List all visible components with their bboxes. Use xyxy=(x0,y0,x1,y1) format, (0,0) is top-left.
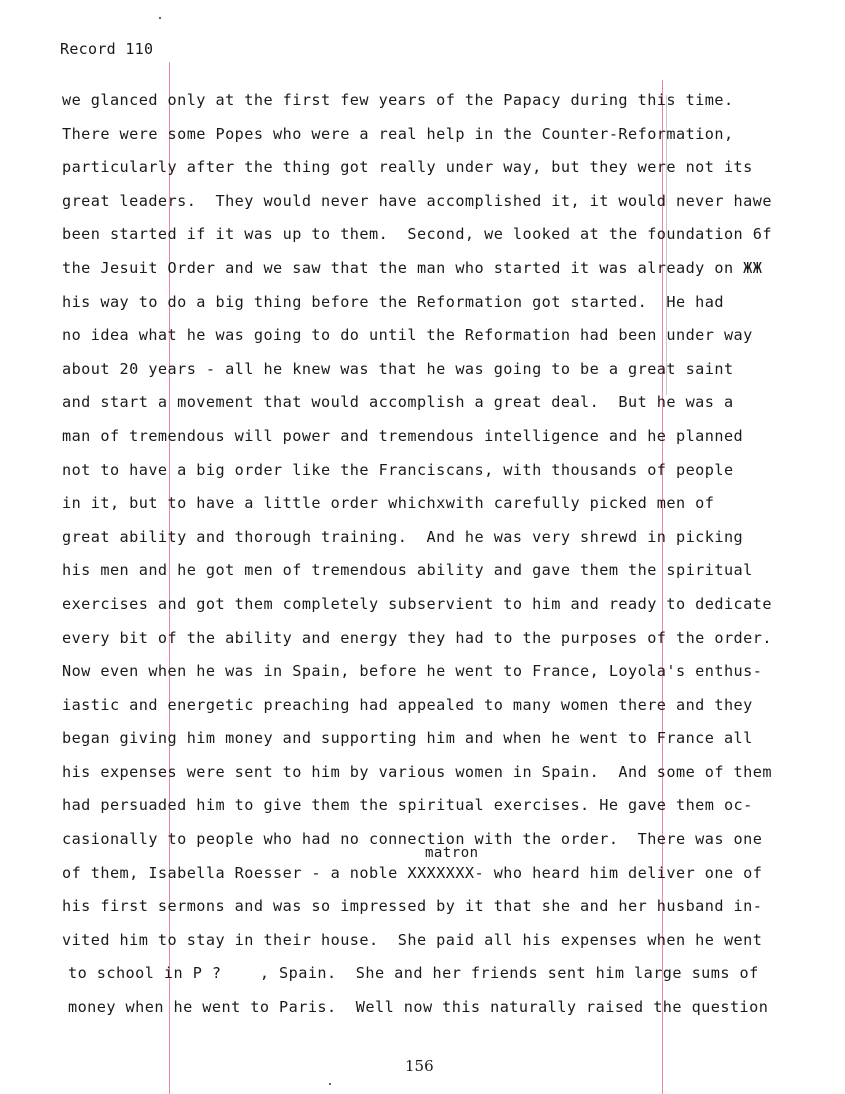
text-line: began giving him money and supporting him and when he went to France all xyxy=(62,729,753,748)
interlinear-correction: matron xyxy=(425,845,479,861)
text-line: his way to do a big thing before the Reformation got started. He had xyxy=(62,292,724,311)
text-line: had persuaded him to give them the spiritual exercises. He gave them oc- xyxy=(62,796,753,815)
typed-text-body xyxy=(62,88,822,1029)
text-line: his first sermons and was so impressed by it that she and her husband in- xyxy=(62,897,763,916)
text-line: his expenses were sent to him by various women in Spain. And some of them xyxy=(62,762,772,781)
text-line: man of tremendous will power and tremendous intelligence and he planned xyxy=(62,426,744,445)
text-line: and start a movement that would accomplish a great deal. But he was a xyxy=(62,393,734,412)
text-line: great leaders. They would never have accomplished it, it would never hawe xyxy=(62,191,772,210)
text-line: we glanced only at the first few years of the Papacy during this time. xyxy=(62,91,734,109)
text-line: great ability and thorough training. And he was very shrewd in picking xyxy=(62,527,744,546)
text-line: no idea what he was going to do until the Reformation had been under way xyxy=(62,326,753,345)
text-line: exercises and got them completely subservient to him and ready to dedicate xyxy=(62,594,772,613)
page-number: 156 xyxy=(405,1057,434,1075)
text-line: vited him to stay in their house. She paid all his expenses when he went xyxy=(62,930,763,949)
text-line: in it, but to have a little order whichxwith carefully picked men of xyxy=(62,494,715,513)
text-line: iastic and energetic preaching had appealed to many women there and they xyxy=(62,695,753,714)
ink-speck xyxy=(159,17,161,19)
text-line: the Jesuit Order and we saw that the man who started it was already on ЖЖ xyxy=(62,258,763,277)
record-header: Record 110 xyxy=(60,40,154,58)
text-line: about 20 years - all he knew was that he was going to be a great saint xyxy=(62,359,734,378)
text-line: Now even when he was in Spain, before he went to France, Loyola's enthus- xyxy=(62,662,763,681)
text-line: casionally to people who had no connection with the order. There was one xyxy=(62,830,763,849)
text-line: There were some Popes who were a real help in the Counter-Reformation, xyxy=(62,124,734,143)
ink-speck xyxy=(329,1083,331,1085)
text-line: of them, Isabella Roesser - a noble XXXXXXX- who heard him deliver one of xyxy=(62,863,763,882)
text-line: not to have a big order like the Franciscans, with thousands of people xyxy=(62,460,734,479)
text-line: been started if it was up to them. Second, we looked at the foundation 6f xyxy=(62,225,772,244)
text-line: to school in P ? , Spain. She and her friends sent him large sums of xyxy=(68,964,759,983)
text-line: particularly after the thing got really under way, but they were not its xyxy=(62,158,753,177)
text-line: every bit of the ability and energy they had to the purposes of the order. xyxy=(62,628,772,647)
text-line: money when he went to Paris. Well now this naturally raised the question xyxy=(68,998,769,1017)
text-line: his men and he got men of tremendous ability and gave them the spiritual xyxy=(62,561,753,580)
